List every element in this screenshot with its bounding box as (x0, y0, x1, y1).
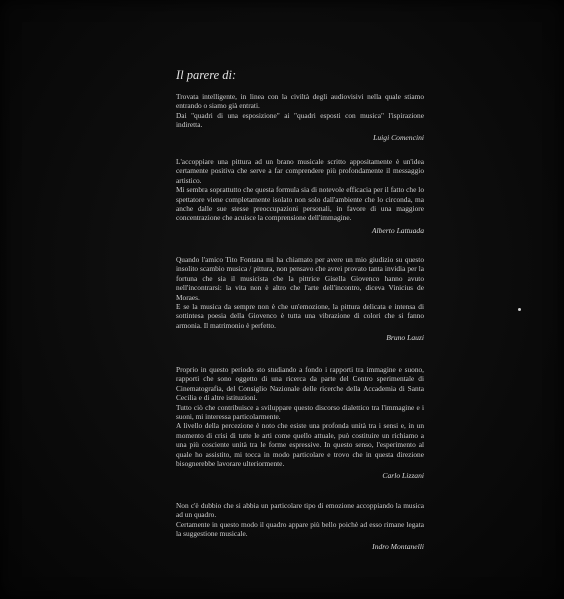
testimonial-paragraph: A livello della percezione è noto che esiste una profonda unità tra i sensi e, in un momento di crisi di tutte le arti come quello attuale, può costituire un richiamo a una più cosciente unità tra le forme espressive. In questo senso, l'esperimento al quale ho assistito, mi tocca in modo particolare e trovo che in questa direzione bisognerebbe lavorare ulteriormente. (176, 421, 424, 469)
testimonial-paragraph: Trovata intelligente, in linea con la civiltà degli audiovisivi nella quale stiamo entrando o siamo già entrati. (176, 92, 424, 111)
testimonial-lizzani (176, 365, 424, 480)
testimonial-author: Alberto Lattuada (371, 225, 424, 235)
page-heading: Il parere di: (176, 68, 237, 82)
testimonial-author: Luigi Comencini (373, 132, 424, 142)
testimonial-paragraph: L'accoppiare una pittura ad un brano musicale scritto appositamente è un'idea certamente positiva che serve a far comprendere più profondamente il messaggio artistico. (176, 157, 424, 185)
testimonial-paragraph: Non c'è dubbio che si abbia un particolare tipo di emozione accoppiando la musica ad un quadro. (176, 501, 424, 520)
testimonial-montanelli (176, 501, 424, 551)
dust-speck (518, 308, 521, 311)
testimonial-paragraph: E se la musica da sempre non è che un'emozione, la pittura delicata e intensa di sottintesa poesia della Giovenco è tutta una vibrazione di colori che si fanno armonia. Il matrimonio è perfetto. (176, 302, 424, 330)
testimonial-paragraph: Mi sembra soprattutto che questa formula sia di notevole efficacia per il fatto che lo spettatore viene completamente isolato non solo dall'ambiente che lo circonda, ma anche dalle sue stesse preoccupazioni personali, in favore di una maggiore concentrazione che acuisce la comprensione dell'immagine. (176, 185, 424, 223)
testimonial-comencini (176, 92, 424, 142)
testimonial-author: Carlo Lizzani (382, 471, 424, 481)
testimonial-author: Bruno Lauzi (386, 333, 424, 343)
testimonial-author: Indro Montanelli (372, 541, 424, 551)
testimonial-lattuada (176, 157, 424, 235)
testimonial-paragraph: Tutto ciò che contribuisce a sviluppare questo discorso dialettico tra l'immagine e i suoni, mi interessa particolarmente. (176, 402, 424, 422)
testimonial-paragraph: Certamente in questo modo il quadro appare più bello poichè ad esso rimane legata la suggestione musicale. (176, 519, 424, 539)
testimonial-paragraph: Proprio in questo periodo sto studiando a fondo i rapporti tra immagine e suono, rapporti che sono oggetto di una ricerca da parte del Centro sperimentale di Cinematografia, del Consiglio Nazionale delle ricerche della Accademia di Santa Cecilia e di altre istituzioni. (176, 365, 424, 403)
testimonial-paragraph: Quando l'amico Tito Fontana mi ha chiamato per avere un mio giudizio su questo insolito scambio musica / pittura, non pensavo che avrei provato tanta invidia per la fortuna che sia il musicista che la pittrice Gisella Giovenco hanno avuto nell'incontrarsi: la vita non è altro che l'arte dell'incontro, diceva Vinicius de Moraes. (176, 255, 424, 302)
testimonial-lauzi (176, 255, 424, 342)
testimonial-paragraph: Dai "quadri di una esposizione" ai "quadri esposti con musica" l'ispirazione indiretta. (176, 110, 424, 130)
